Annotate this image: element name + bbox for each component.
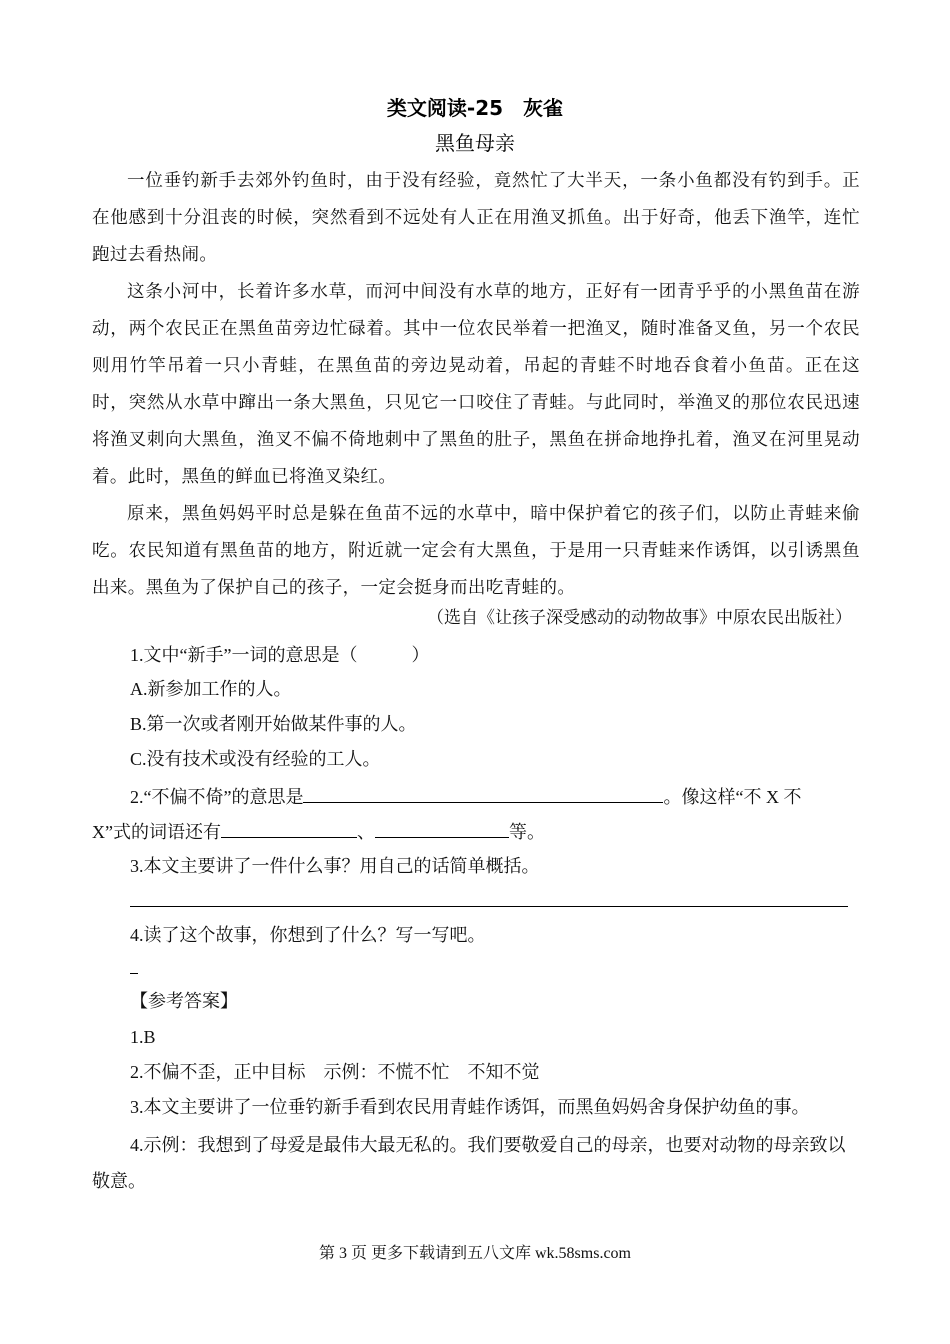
question-2-text-b: 。像这样“不 X 不 (663, 787, 802, 807)
question-1-option-c: C.没有技术或没有经验的工人。 (130, 749, 381, 769)
question-1: 1.文中“新手”一词的意思是（ ） (130, 645, 430, 665)
question-2-text-e: 等。 (509, 822, 545, 842)
page-title: 类文阅读-25 灰雀 (386, 96, 564, 120)
answer-blank[interactable] (221, 815, 357, 838)
question-2-line-1 (92, 780, 862, 812)
answer-heading: 【参考答案】 (130, 991, 238, 1011)
answer-1: 1.B (130, 1027, 156, 1047)
story-source: （选自《让孩子深受感动的动物故事》中原农民出版社） (427, 608, 852, 628)
story-paragraph: 这条小河中，长着许多水草，而河中间没有水草的地方，正好有一团青乎乎的小黑鱼苗在游动，两个农民正在黑鱼苗旁边忙碌着。其中一位农民举着一把渔叉，随时准备叉鱼，另一个农民则用竹竿吊着一只小青蛙，在黑鱼苗的旁边晃动着，吊起的青蛙不时地吞食着小鱼苗。正在这时，突然从水草中蹿出一条大黑鱼，只见它一口咬住了青蛙。与此同时，举渔叉的那位农民迅速将渔叉刺向大黑鱼，渔叉不偏不倚地刺中了黑鱼的肚子，黑鱼在拼命地挣扎着，渔叉在河里晃动着。此时，黑鱼的鲜血已将渔叉染红。 (92, 282, 860, 487)
question-3: 3.本文主要讲了一件什么事？用自己的话简单概括。 (130, 856, 540, 876)
answer-2: 2.不偏不歪，正中目标 示例：不慌不忙 不知不觉 (130, 1062, 540, 1082)
page-footer: 第 3 页 更多下载请到五八文库 wk.58sms.com (318, 1245, 631, 1262)
question-2-line-2 (92, 815, 862, 847)
answer-blank[interactable] (375, 815, 509, 838)
story-paragraph: 一位垂钓新手去郊外钓鱼时，由于没有经验，竟然忙了大半天，一条小鱼都没有钓到手。正在他感到十分沮丧的时候，突然看到不远处有人正在用渔叉抓鱼。出于好奇，他丢下渔竿，连忙跑过去看热闹。 (92, 171, 860, 265)
answer-4: 4.示例：我想到了母爱是最伟大最无私的。我们要敬爱自己的母亲，也要对动物的母亲致以敬意。 (92, 1135, 846, 1191)
answer-3: 3.本文主要讲了一位垂钓新手看到农民用青蛙作诱饵，而黑鱼妈妈舍身保护幼鱼的事。 (130, 1097, 810, 1117)
question-2-text-a: 2.“不偏不倚”的意思是 (130, 787, 304, 807)
question-1-option-a: A.新参加工作的人。 (130, 679, 292, 699)
story-paragraph: 原来，黑鱼妈妈平时总是躲在鱼苗不远的水草中，暗中保护着它的孩子们，以防止青蛙来偷吃。农民知道有黑鱼苗的地方，附近就一定会有大黑鱼，于是用一只青蛙来作诱饵，以引诱黑鱼出来。黑鱼为了保护自己的孩子，一定会挺身而出吃青蛙的。 (92, 504, 860, 598)
answer-line[interactable] (130, 973, 138, 974)
answer-line[interactable] (130, 906, 848, 907)
question-1-option-b: B.第一次或者刚开始做某件事的人。 (130, 714, 417, 734)
question-2-text-c: X”式的词语还有 (92, 822, 221, 842)
question-2-text-d: 、 (357, 822, 375, 842)
story-title: 黑鱼母亲 (435, 131, 515, 155)
story-body (92, 163, 860, 607)
answer-blank[interactable] (303, 780, 663, 803)
question-4: 4.读了这个故事，你想到了什么？写一写吧。 (130, 925, 486, 945)
